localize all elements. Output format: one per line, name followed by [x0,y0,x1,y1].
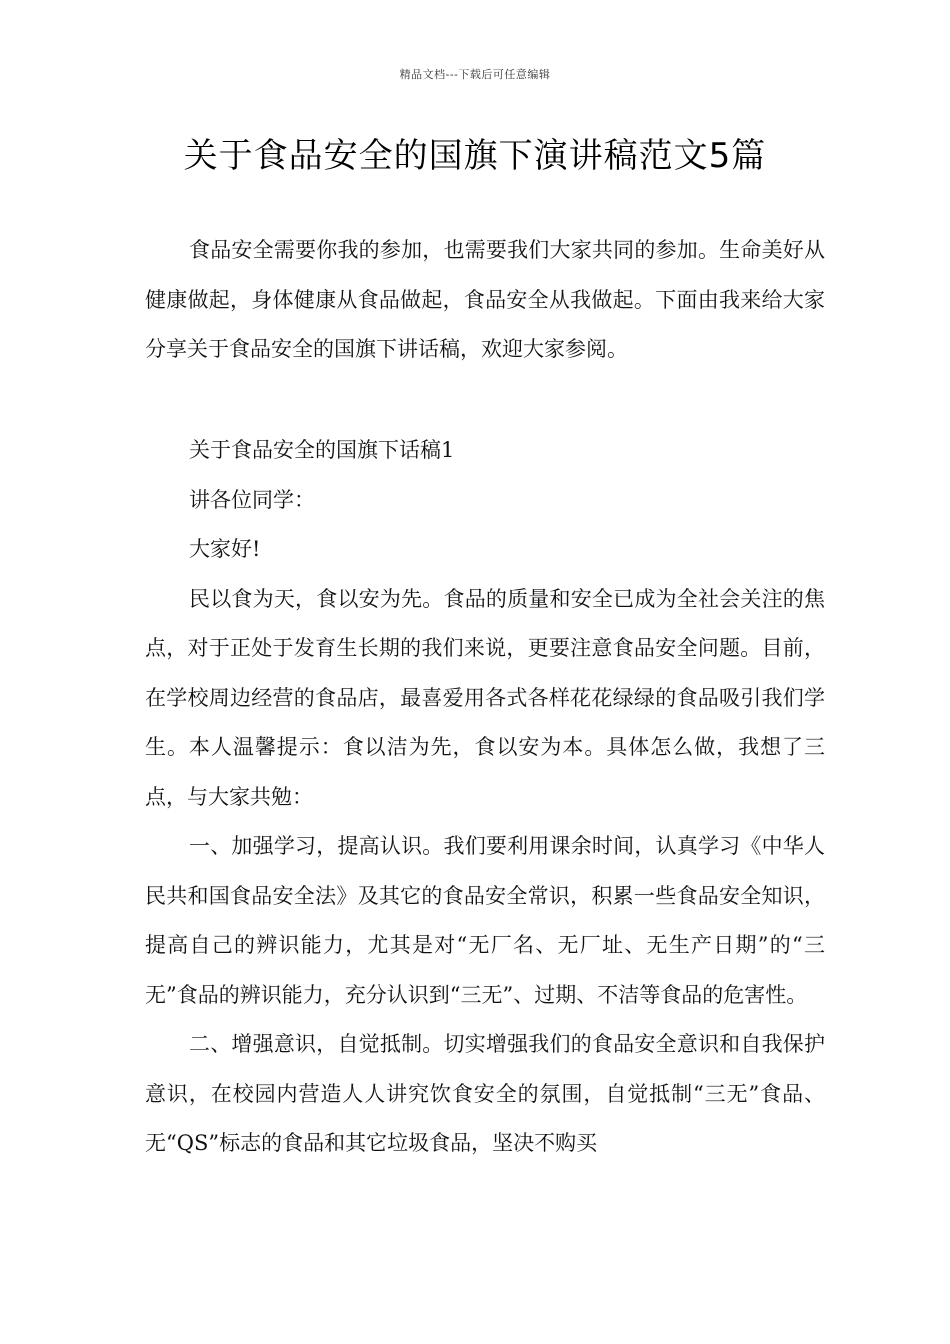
body-paragraph: 二、增强意识，自觉抵制。切实增强我们的食品安全意识和自我保护意识，在校园内营造人人讲究饮食安全的氛围，自觉抵制“三无”食品、无“QS”标志的食品和其它垃圾食品，坚决不购买 [145,1032,825,1155]
intro-block [145,226,825,375]
greeting: 大家好! [189,537,261,561]
intro-paragraph: 食品安全需要你我的参加，也需要我们大家共同的参加。生命美好从健康做起，身体健康从食品做起，食品安全从我做起。下面由我来给大家分享关于食品安全的国旗下讲话稿，欢迎大家参阅。 [145,238,825,361]
document-title: 关于食品安全的国旗下演讲稿范文5篇 [183,136,767,176]
salutation: 讲各位同学： [189,487,315,512]
speech-block [145,426,825,1169]
body-paragraph: 民以食为天，食以安为先。食品的质量和安全已成为全社会关注的焦点，对于正处于发育生长期的我们来说，更要注意食品安全问题。目前，在学校周边经营的食品店，最喜爱用各式各样花花绿绿的食品吸引我们学生。本人温馨提示：食以洁为先，食以安为本。具体怎么做，我想了三点，与大家共勉： [145,586,825,809]
section-heading: 关于食品安全的国旗下话稿1 [189,438,455,462]
body-paragraph: 一、加强学习，提高认识。我们要利用课余时间，认真学习《中华人民共和国食品安全法》及其它的食品安全常识，积累一些食品安全知识，提高自己的辨识能力，尤其是对“无厂名、无厂址、无生产日期”的“三无”食品的辨识能力，充分认识到“三无”、过期、不洁等食品的危害性。 [145,834,825,1007]
page-header: 精品文档---下载后可任意编辑 [399,68,551,81]
